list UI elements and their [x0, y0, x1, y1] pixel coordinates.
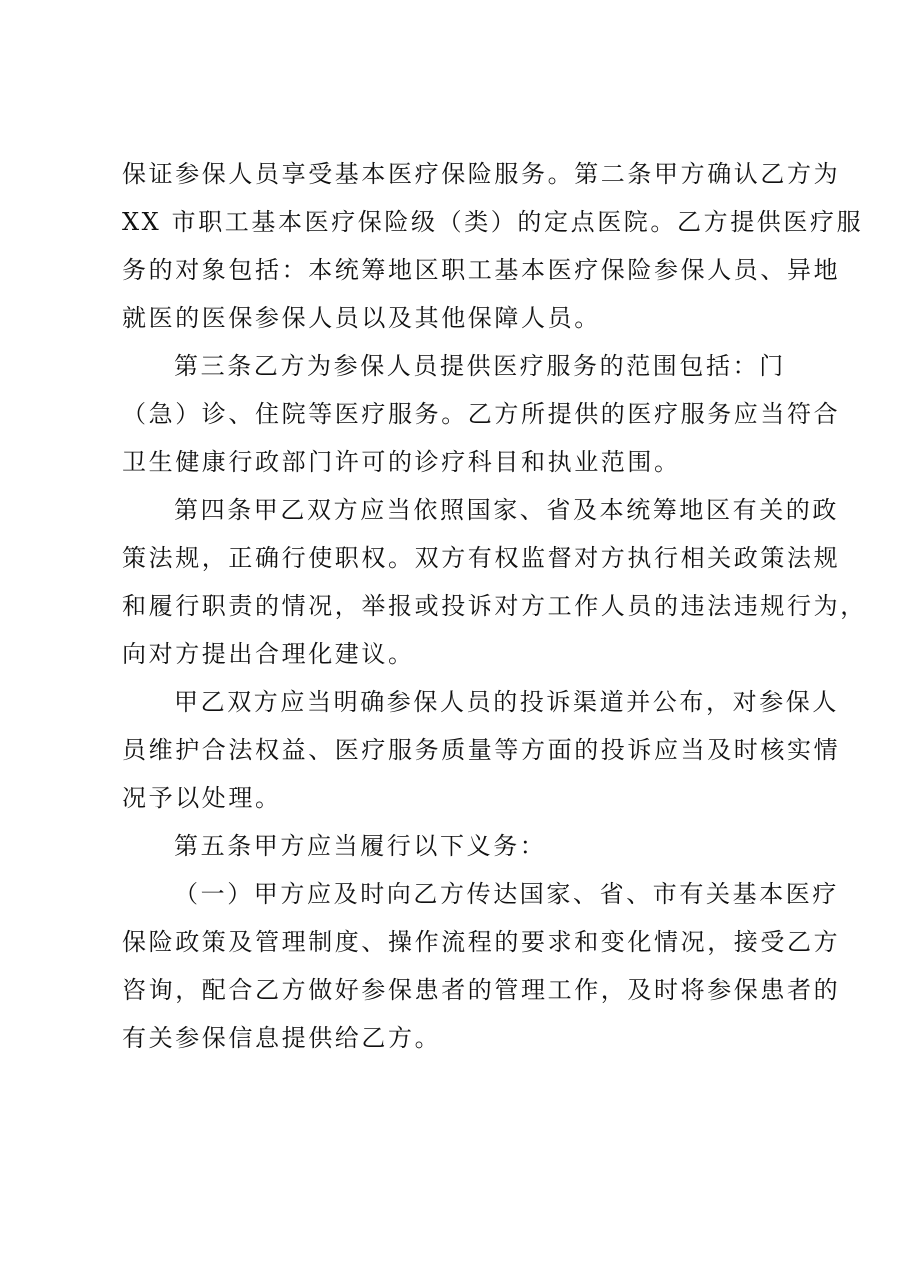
text-line: 保证参保人员享受基本医疗保险服务。第二条甲方确认乙方为 [122, 160, 841, 188]
document-body [122, 150, 867, 1062]
paragraph-first-line: （一）甲方应及时向乙方传达国家、省、市有关基本医疗 [174, 880, 839, 908]
text-line: 员维护合法权益、医疗服务质量等方面的投诉应当及时核实情 [122, 736, 841, 764]
paragraph-first-line: 第四条甲乙双方应当依照国家、省及本统筹地区有关的政 [174, 496, 839, 524]
text-line: （急）诊、住院等医疗服务。乙方所提供的医疗服务应当符合 [122, 400, 841, 428]
text-line: 策法规，正确行使职权。双方有权监督对方执行相关政策法规 [122, 544, 841, 572]
text-line: 向对方提出合理化建议。 [122, 640, 415, 668]
text-line: 咨询，配合乙方做好参保患者的管理工作，及时将参保患者的 [122, 976, 841, 1004]
text-line: XX 市职工基本医疗保险级（类）的定点医院。乙方提供医疗服 [122, 208, 864, 236]
text-line: 和履行职责的情况，举报或投诉对方工作人员的违法违规行为， [122, 592, 867, 620]
paragraph-first-line: 第三条乙方为参保人员提供医疗服务的范围包括：门 [174, 352, 786, 380]
paragraph-first-line: 甲乙双方应当明确参保人员的投诉渠道并公布，对参保人 [174, 688, 839, 716]
text-line: 卫生健康行政部门许可的诊疗科目和执业范围。 [122, 448, 681, 476]
text-line: 就医的医保参保人员以及其他保障人员。 [122, 304, 601, 332]
text-line: 有关参保信息提供给乙方。 [122, 1024, 442, 1052]
text-line: 况予以处理。 [122, 784, 282, 812]
text-line: 务的对象包括：本统筹地区职工基本医疗保险参保人员、异地 [122, 256, 841, 284]
paragraph-first-line: 第五条甲方应当履行以下义务： [174, 832, 547, 860]
text-line: 保险政策及管理制度、操作流程的要求和变化情况，接受乙方 [122, 928, 841, 956]
